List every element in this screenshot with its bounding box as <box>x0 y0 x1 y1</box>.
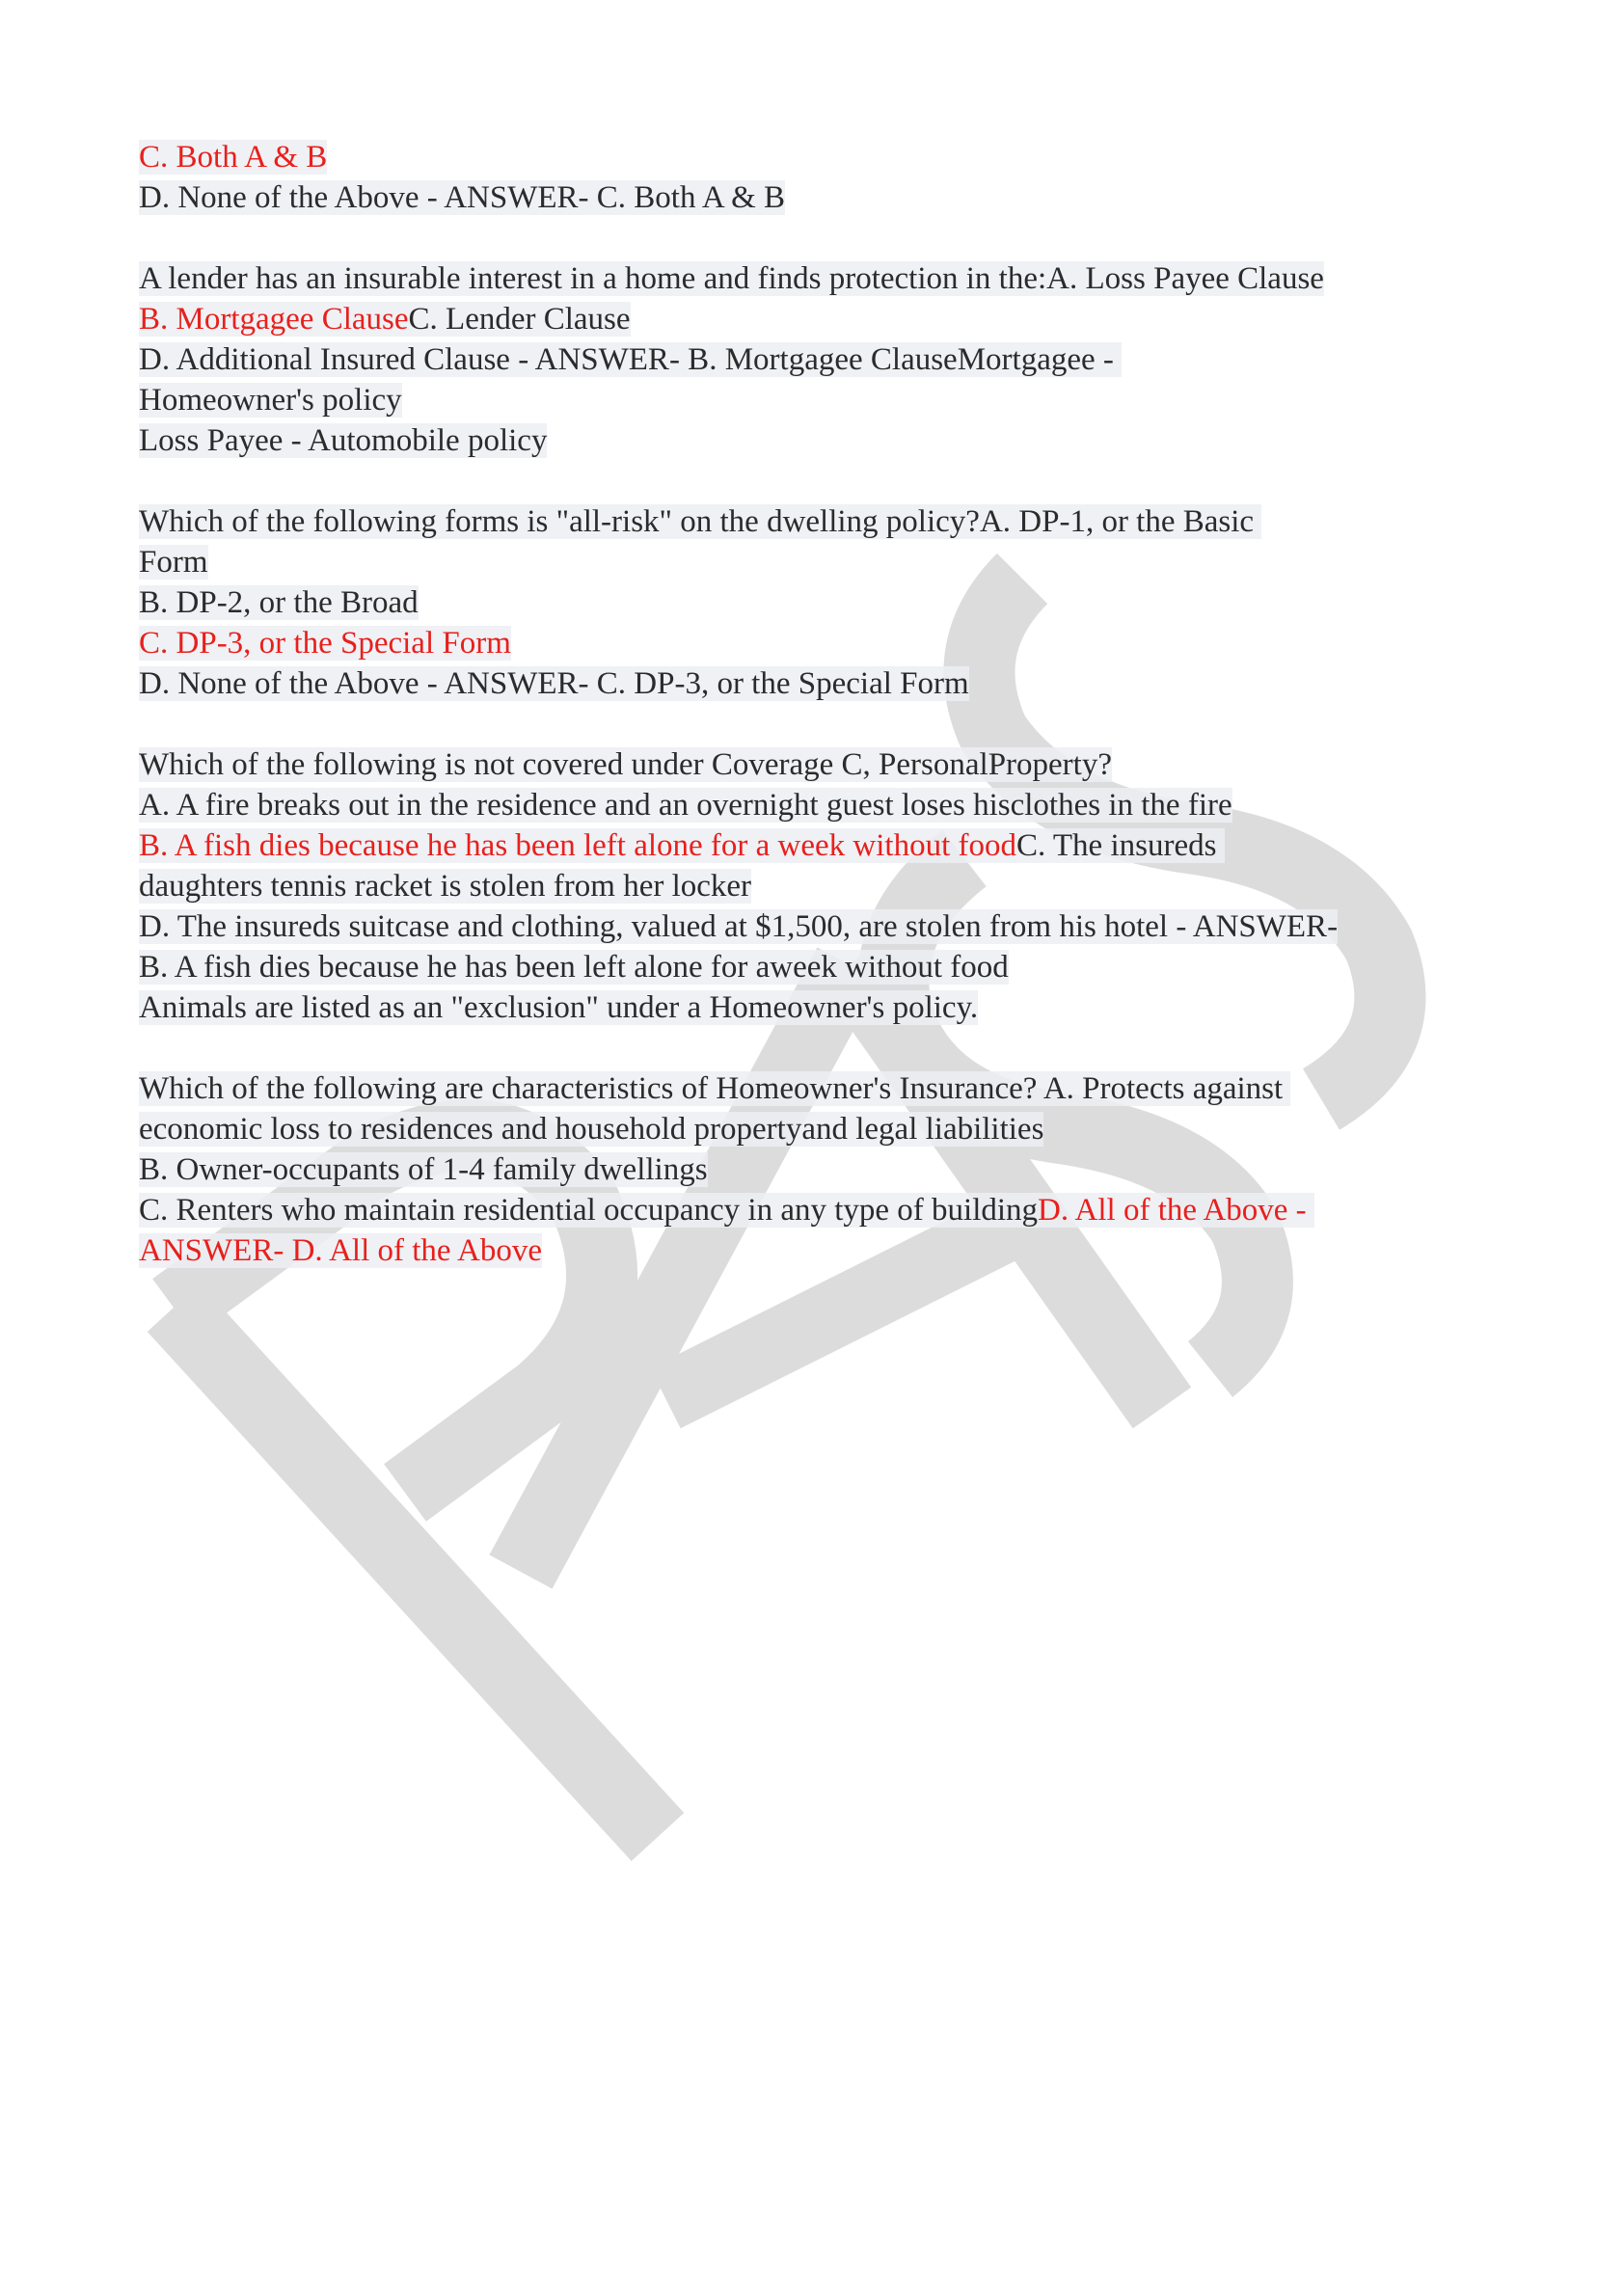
text-line <box>139 137 1508 177</box>
answer-text: ANSWER- D. All of the Above <box>139 1233 542 1268</box>
body-text: Form <box>139 545 208 580</box>
body-text: B. A fish dies because he has been left alone for aweek without food <box>139 950 1009 985</box>
question-block <box>139 501 1508 704</box>
text-line <box>139 420 1508 461</box>
body-text: A. A fire breaks out in the residence and an overnight guest loses hisclothes in the fire <box>139 788 1232 823</box>
question-block <box>139 137 1508 218</box>
paragraph-gap <box>139 704 1508 744</box>
body-text: Which of the following are characteristics of Homeowner's Insurance? A. Protects against <box>139 1071 1291 1106</box>
text-line <box>139 1149 1508 1190</box>
body-text: Homeowner's policy <box>139 383 402 418</box>
body-text: A lender has an insurable interest in a home and finds protection in the:A. Loss Payee Clause <box>139 261 1324 296</box>
body-text: Loss Payee - Automobile policy <box>139 423 548 458</box>
body-text: Animals are listed as an "exclusion" under a Homeowner's policy. <box>139 990 979 1025</box>
body-text: C. The insureds <box>1015 828 1225 863</box>
body-text: Which of the following is not covered under Coverage C, PersonalProperty? <box>139 747 1112 782</box>
body-text: D. The insureds suitcase and clothing, valued at $1,500, are stolen from his hotel - ANSWER- <box>139 909 1339 944</box>
text-line <box>139 1190 1508 1230</box>
body-text: daughters tennis racket is stolen from her locker <box>139 869 752 904</box>
text-line <box>139 299 1508 339</box>
answer-text: D. All of the Above - <box>1038 1193 1314 1228</box>
text-line <box>139 582 1508 623</box>
answer-text: B. Mortgagee Clause <box>139 302 409 337</box>
text-line <box>139 623 1508 663</box>
text-line <box>139 1109 1508 1149</box>
text-line <box>139 339 1508 380</box>
text-line <box>139 866 1508 906</box>
text-line <box>139 1068 1508 1109</box>
text-line <box>139 825 1508 866</box>
body-text: D. None of the Above - ANSWER- C. DP-3, or the Special Form <box>139 666 969 701</box>
paragraph-gap <box>139 461 1508 501</box>
text-line <box>139 744 1508 785</box>
answer-text: C. DP-3, or the Special Form <box>139 626 511 661</box>
paragraph-gap <box>139 218 1508 258</box>
body-text: B. DP-2, or the Broad <box>139 585 419 620</box>
text-line <box>139 947 1508 987</box>
text-line <box>139 380 1508 420</box>
text-line <box>139 501 1508 542</box>
text-line <box>139 906 1508 947</box>
body-text: D. None of the Above - ANSWER- C. Both A & B <box>139 180 786 215</box>
answer-text: B. A fish dies because he has been left alone for a week without food <box>139 828 1016 863</box>
body-text: C. Lender Clause <box>408 302 631 337</box>
body-text: D. Additional Insured Clause - ANSWER- B. Mortgagee ClauseMortgagee - <box>139 342 1123 377</box>
text-line <box>139 542 1508 582</box>
body-text: C. Renters who maintain residential occupancy in any type of building <box>139 1193 1039 1228</box>
document-body <box>139 137 1508 1271</box>
text-line <box>139 1230 1508 1271</box>
question-block <box>139 1068 1508 1271</box>
text-line <box>139 258 1508 299</box>
text-line <box>139 785 1508 825</box>
body-text: B. Owner-occupants of 1-4 family dwellings <box>139 1152 708 1187</box>
paragraph-gap <box>139 1028 1508 1068</box>
body-text: economic loss to residences and household propertyand legal liabilities <box>139 1112 1044 1147</box>
answer-text: C. Both A & B <box>139 140 328 175</box>
body-text: Which of the following forms is "all-risk" on the dwelling policy?A. DP-1, or the Basic <box>139 504 1262 539</box>
text-line <box>139 177 1508 218</box>
text-line <box>139 663 1508 704</box>
question-block <box>139 258 1508 461</box>
question-block <box>139 744 1508 1028</box>
text-line <box>139 987 1508 1028</box>
